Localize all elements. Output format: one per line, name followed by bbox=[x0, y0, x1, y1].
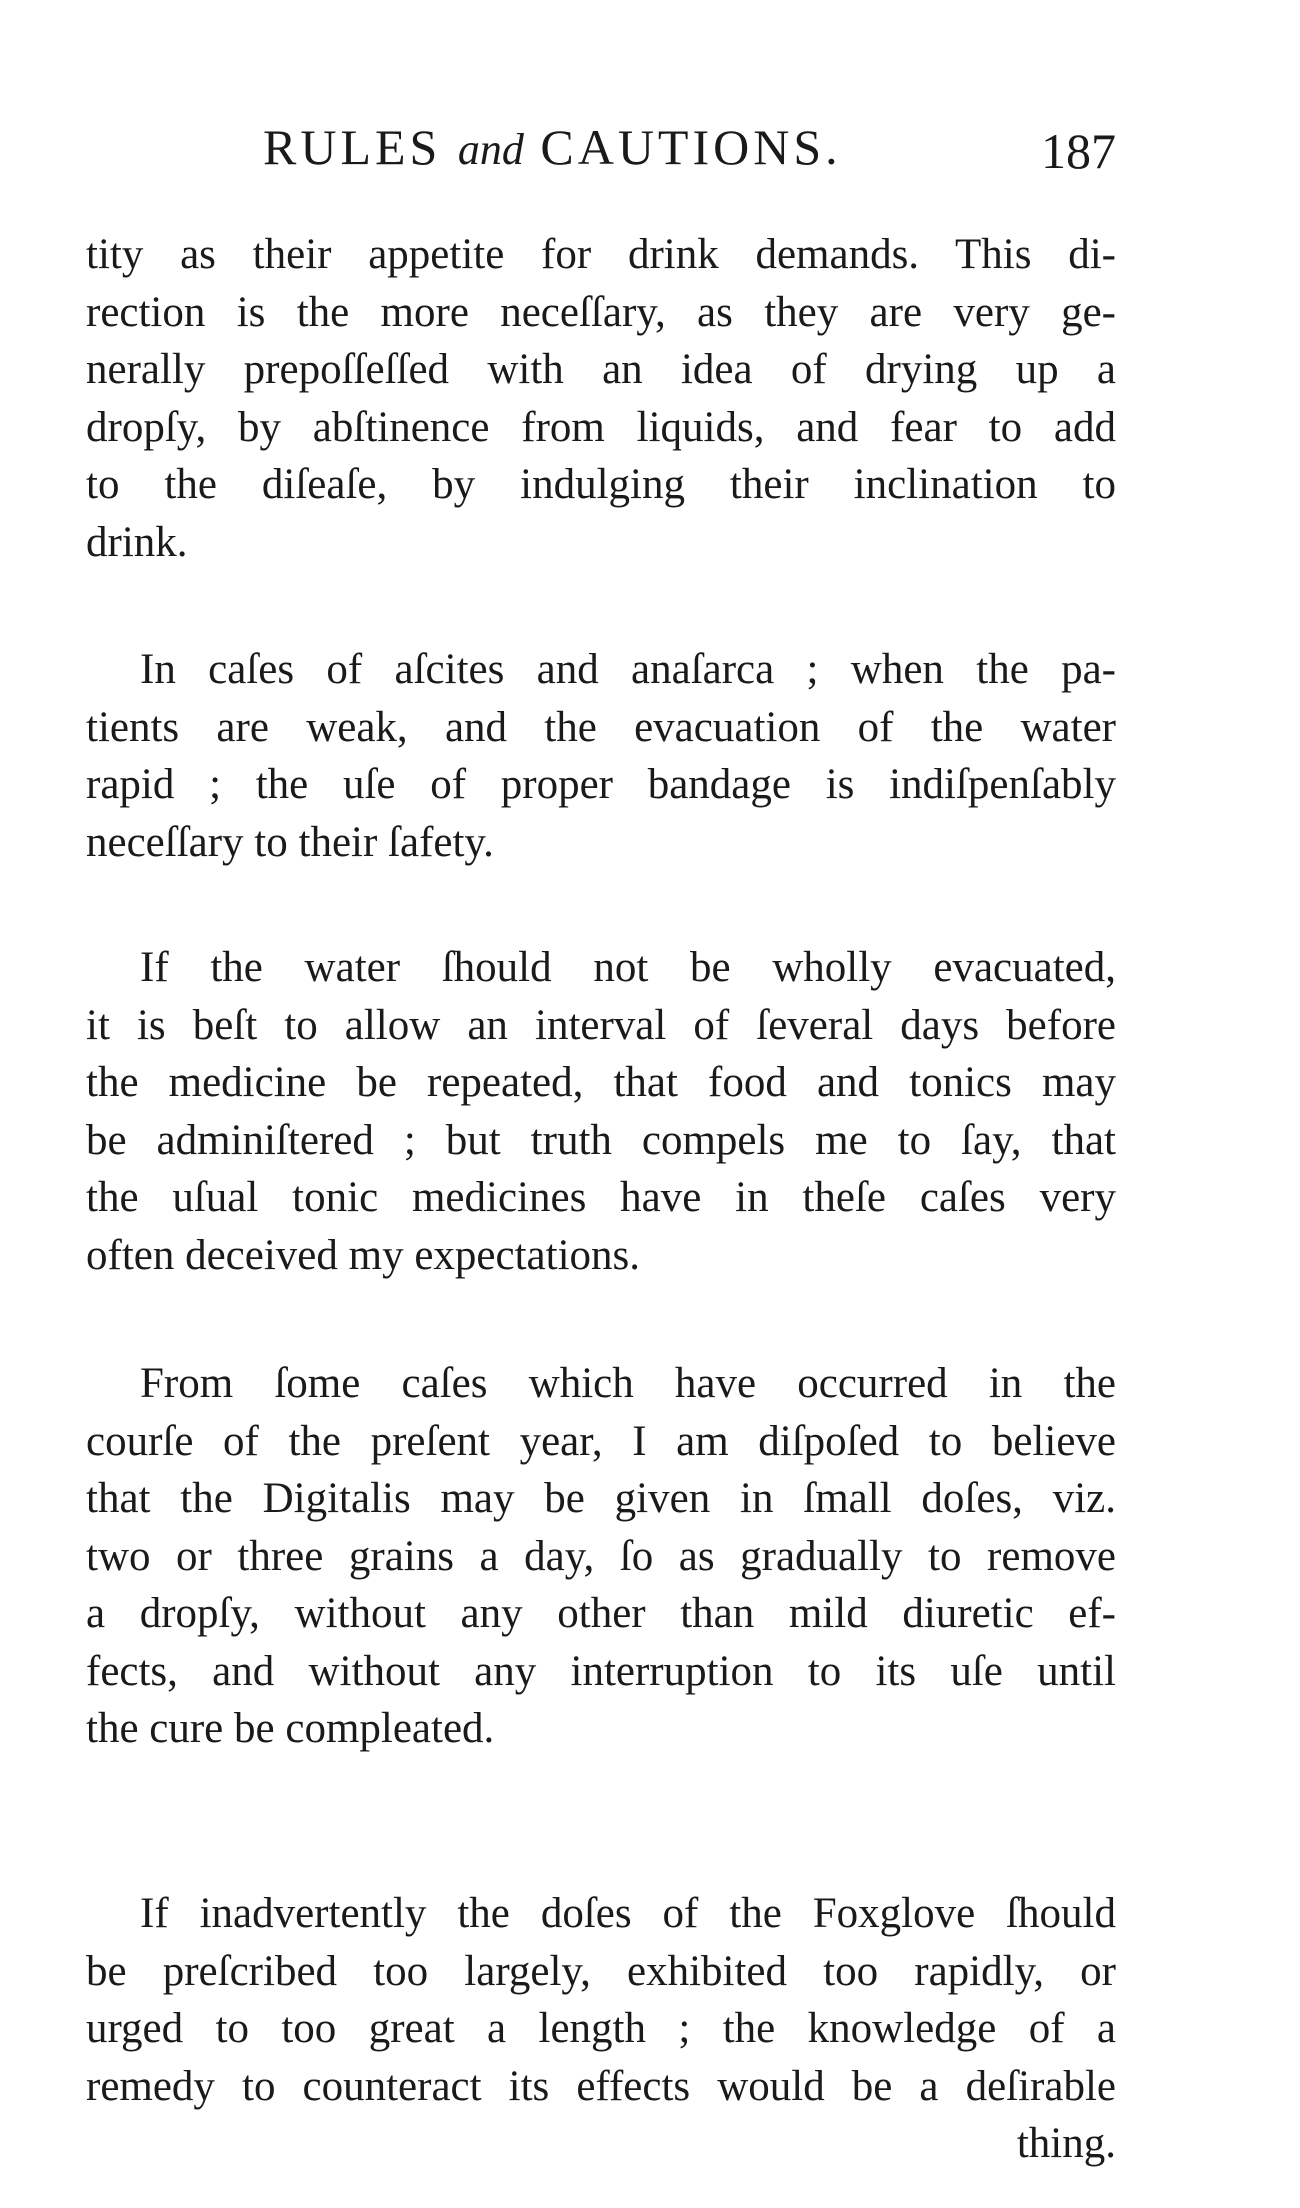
paragraph-5 bbox=[86, 1885, 1116, 2173]
text-line: remedy to counteract its effects would be a deſirable bbox=[86, 2062, 1116, 2110]
text-line: rapid ; the uſe of proper bandage is indiſpenſably bbox=[86, 761, 1116, 808]
text-line: the cure be compleated. bbox=[86, 1705, 495, 1752]
text-line: If inadvertently the doſes of the Foxglove ſhould bbox=[140, 1890, 1116, 1937]
running-title-tail: CAUTIONS. bbox=[540, 119, 842, 175]
paragraph-2 bbox=[86, 641, 1116, 871]
text-line: fects, and without any interruption to its uſe until bbox=[86, 1647, 1116, 1695]
text-line: rection is the more neceſſary, as they are very ge- bbox=[86, 288, 1116, 336]
text-line: a dropſy, without any other than mild diuretic ef- bbox=[86, 1590, 1116, 1637]
text-line: that the Digitalis may be given in ſmall doſes, viz. bbox=[86, 1475, 1116, 1522]
paragraph-4 bbox=[86, 1355, 1116, 1758]
text-line: nerally prepoſſeſſed with an idea of drying up a bbox=[86, 346, 1116, 393]
text-line: the uſual tonic medicines have in theſe caſes very bbox=[86, 1174, 1116, 1221]
text-line: urged to too great a length ; the knowledge of a bbox=[86, 2005, 1116, 2052]
text-line: If the water ſhould not be wholly evacuated, bbox=[140, 944, 1116, 991]
page-header bbox=[86, 118, 1116, 188]
text-line: the medicine be repeated, that food and tonics may bbox=[86, 1059, 1116, 1106]
text-line: often deceived my expectations. bbox=[86, 1231, 641, 1279]
running-title-main: RULES bbox=[263, 119, 442, 175]
paragraph-3 bbox=[86, 939, 1116, 1284]
running-title-and: and bbox=[457, 125, 524, 174]
text-line: tients are weak, and the evacuation of the water bbox=[86, 703, 1116, 751]
text-line: to the diſeaſe, by indulging their inclination to bbox=[86, 461, 1116, 508]
running-title bbox=[263, 118, 842, 176]
paragraph-1 bbox=[86, 226, 1116, 571]
page-number: 187 bbox=[1041, 123, 1116, 179]
catchword: thing. bbox=[1016, 2120, 1116, 2167]
text-line: neceſſary to their ſafety. bbox=[86, 818, 494, 866]
text-line: tity as their appetite for drink demands. This di- bbox=[86, 231, 1116, 278]
text-line: it is beſt to allow an interval of ſeveral days before bbox=[86, 1001, 1116, 1049]
text-line: two or three grains a day, ſo as gradually to remove bbox=[86, 1532, 1116, 1580]
text-line: From ſome caſes which have occurred in the bbox=[140, 1360, 1116, 1407]
text-line: be adminiſtered ; but truth compels me to ſay, that bbox=[86, 1116, 1116, 1164]
text-line: courſe of the preſent year, I am diſpoſed to believe bbox=[86, 1417, 1116, 1465]
text-line: In caſes of aſcites and anaſarca ; when the pa- bbox=[140, 646, 1116, 693]
text-line: drink. bbox=[86, 518, 188, 566]
text-line: dropſy, by abſtinence from liquids, and fear to add bbox=[86, 403, 1116, 451]
text-line: be preſcribed too largely, exhibited too rapidly, or bbox=[86, 1947, 1116, 1995]
